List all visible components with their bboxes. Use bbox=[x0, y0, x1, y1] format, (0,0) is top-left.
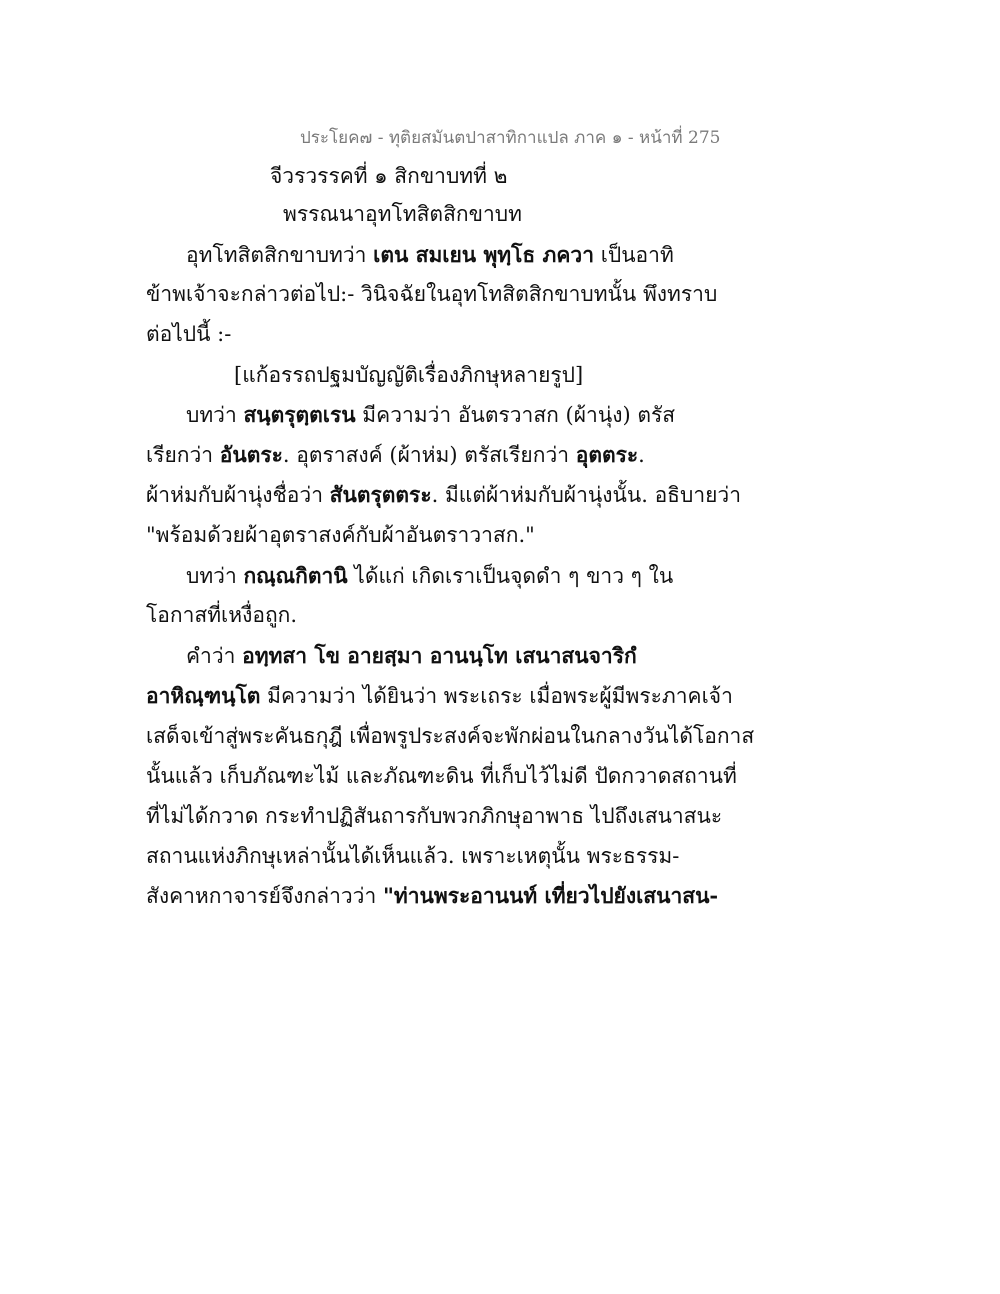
chapter-title: จีวรวรรคที่ ๑ สิกขาบทที่ ๒ bbox=[270, 164, 508, 188]
text-run: ได้แก่ เกิดเราเป็นจุดดำ ๆ ขาว ๆ ใน bbox=[347, 564, 674, 588]
chapter-subtitle: พรรณนาอุทโทสิตสิกขาบท bbox=[283, 202, 522, 226]
term: อุตตระ bbox=[575, 442, 639, 467]
text-run: . bbox=[638, 443, 645, 467]
text-run: เรียกว่า bbox=[146, 443, 220, 467]
pali-term: อาหิณฺฑนฺโต bbox=[146, 683, 261, 708]
para4-line5: ที่ไม่ได้กวาด กระทำปฏิสันถารกับพวกภิกษุอาพาธ ไปถึงเสนาสนะ bbox=[146, 804, 723, 828]
para2-line4: "พร้อมด้วยผ้าอุตราสงค์กับผ้าอันตราวาสก." bbox=[146, 523, 535, 547]
text-run: บทว่า bbox=[186, 403, 244, 427]
para3-line1 bbox=[186, 561, 673, 591]
para4-line7 bbox=[146, 881, 718, 911]
text-run: อุทโทสิตสิกขาบทว่า bbox=[186, 243, 374, 267]
para4-line3: เสด็จเข้าสู่พระคันธกุฎี เพื่อพรูประสงค์จะพักผ่อนในกลางวันได้โอกาส bbox=[146, 724, 755, 748]
para2-line3 bbox=[146, 480, 741, 510]
text-run: คำว่า bbox=[186, 644, 243, 668]
text-run: . มีแต่ผ้าห่มกับผ้านุ่งนั้น. อธิบายว่า bbox=[431, 483, 742, 507]
text-run: ผ้าห่มกับผ้านุ่งชื่อว่า bbox=[146, 483, 330, 507]
text-run: มีความว่า อันตรวาสก (ผ้านุ่ง) ตรัส bbox=[355, 403, 676, 427]
text-run: สังคาหกาจารย์จึงกล่าวว่า bbox=[146, 884, 383, 908]
para4-line4: นั้นแล้ว เก็บภัณฑะไม้ และภัณฑะดิน ที่เก็บไว้ไม่ดี ปัดกวาดสถานที่ bbox=[146, 764, 737, 788]
para3-line2: โอกาสที่เหงื่อถูก. bbox=[146, 603, 298, 627]
quote-start: "ท่านพระอานนท์ เที่ยวไปยังเสนาสน- bbox=[382, 883, 719, 908]
text-run: . อุตราสงค์ (ผ้าห่ม) ตรัสเรียกว่า bbox=[282, 443, 576, 467]
para1-line3: ต่อไปนี้ :- bbox=[146, 322, 232, 346]
pali-term: สนฺตรุตฺตเรน bbox=[243, 402, 356, 427]
para2-line2 bbox=[146, 440, 645, 470]
running-head: ประโยค๗ - ทุติยสมันตปาสาทิกาแปล ภาค ๑ - หน้าที่ 275 bbox=[300, 128, 721, 148]
term: อันตระ bbox=[219, 442, 283, 467]
para1-line1 bbox=[186, 240, 674, 270]
para4-line1 bbox=[186, 641, 637, 671]
para2-line1 bbox=[186, 400, 675, 430]
text-run: เป็นอาทิ bbox=[594, 243, 674, 267]
term: สันตรุตตระ bbox=[329, 482, 432, 507]
pali-term: เตน สมเยน พุทฺโธ ภควา bbox=[373, 242, 595, 267]
text-run: มีความว่า ได้ยินว่า พระเถระ เมื่อพระผู้มีพระภาคเจ้า bbox=[260, 684, 733, 708]
para4-line2 bbox=[146, 681, 733, 711]
pali-term: กณฺณกิตานิ bbox=[243, 563, 348, 588]
text-run: บทว่า bbox=[186, 564, 244, 588]
section-heading: [แก้อรรถปฐมบัญญัติเรื่องภิกษุหลายรูป] bbox=[234, 363, 584, 387]
pali-phrase: อทฺทสา โข อายสฺมา อานนฺโท เสนาสนจาริกํ bbox=[242, 643, 637, 668]
para1-line2: ข้าพเจ้าจะกล่าวต่อไป:- วินิจฉัยในอุทโทสิตสิกขาบทนั้น พึงทราบ bbox=[146, 282, 718, 306]
para4-line6: สถานแห่งภิกษุเหล่านั้นได้เห็นแล้ว. เพราะเหตุนั้น พระธรรม- bbox=[146, 844, 680, 868]
